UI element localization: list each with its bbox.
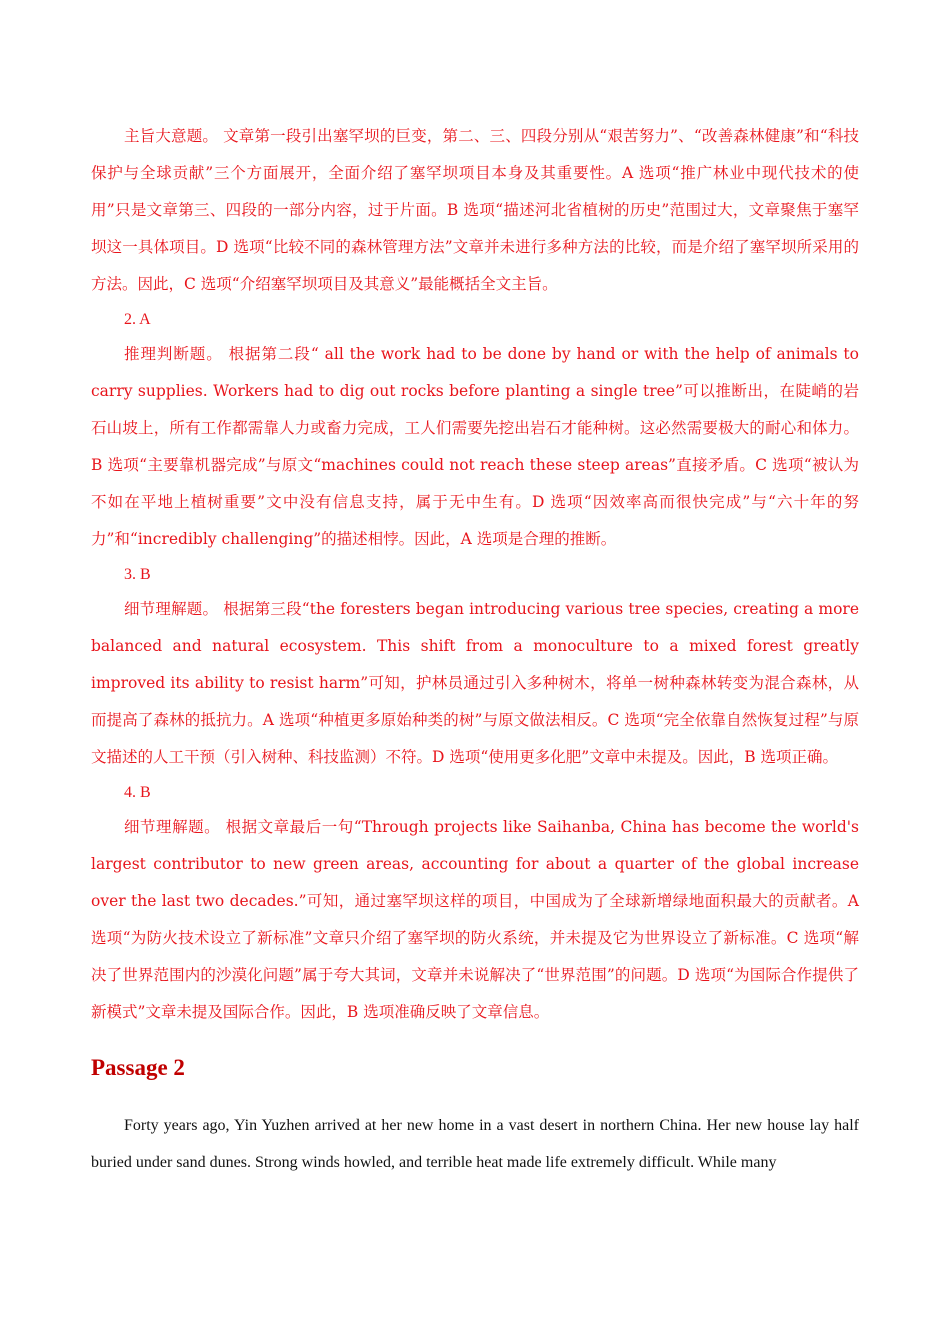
answer-label-4: 4. B: [124, 784, 151, 801]
passage-paragraph: Forty years ago, Yin Yuzhen arrived at her new home in a vast desert in northern China. Her new house lay half buried under sand dunes. Strong winds howled, and terrible heat made life extremely difficult. While many: [91, 1117, 859, 1171]
answer-label-2: 2. A: [124, 311, 151, 328]
answer-explanation-2: 推理判断题。 根据第二段“ all the work had to be done by hand or with the help of animals to carry supplies. Workers had to dig out rocks before planting a single tree”可以推断出，在陡峭的岩石山坡上，所有工作都需靠人力或畜力完成，工人们需要先挖出岩石才能种树。这必然需要极大的耐心和体力。 B 选项“主要靠机器完成”与原文“machines could not reach these steep areas”直接矛盾。C 选项“被认为不如在平地上植树重要”文中没有信息支持，属于无中生有。D 选项“因效率高而很快完成”与“六十年的努力”和“incredibly challenging”的描述相悖。因此，A 选项是合理的推断。: [91, 345, 859, 548]
passage-heading: Passage 2: [91, 1055, 185, 1080]
answer-label-3: 3. B: [124, 566, 151, 583]
answer-explanation-4: 细节理解题。 根据文章最后一句“Through projects like Saihanba, China has become the world's largest contributor to new green areas, accounting for about a quarter of the global increase over the last two decades.”可知，通过塞罕坝这样的项目，中国成为了全球新增绿地面积最大的贡献者。A 选项“为防火技术设立了新标准”文章只介绍了塞罕坝的防火系统，并未提及它为世界设立了新标准。C 选项“解决了世界范围内的沙漠化问题”属于夸大其词，文章并未说解决了“世界范围”的问题。D 选项“为国际合作提供了新模式”文章未提及国际合作。因此，B 选项准确反映了文章信息。: [91, 818, 859, 1021]
answer-explanation-3: 细节理解题。 根据第三段“the foresters began introducing various tree species, creating a more balanced and natural ecosystem. This shift from a monoculture to a mixed forest greatly improved its ability to resist harm”可知，护林员通过引入多种树木，将单一树种森林转变为混合森林，从而提高了森林的抵抗力。A 选项“种植更多原始种类的树”与原文做法相反。C 选项“完全依靠自然恢复过程”与原文描述的人工干预（引入树种、科技监测）不符。D 选项“使用更多化肥”文章中未提及。因此，B 选项正确。: [91, 600, 859, 766]
answer-explanation-1: 主旨大意题。 文章第一段引出塞罕坝的巨变，第二、三、四段分别从“艰苦努力”、“改善森林健康”和“科技保护与全球贡献”三个方面展开，全面介绍了塞罕坝项目本身及其重要性。A 选项“推广林业中现代技术的使用”只是文章第三、四段的一部分内容，过于片面。B 选项“描述河北省植树的历史”范围过大，文章聚焦于塞罕坝这一具体项目。D 选项“比较不同的森林管理方法”文章并未进行多种方法的比较，而是介绍了塞罕坝所采用的方法。因此，C 选项“介绍塞罕坝项目及其意义”最能概括全文主旨。: [91, 127, 859, 293]
page-content: [91, 118, 859, 1181]
